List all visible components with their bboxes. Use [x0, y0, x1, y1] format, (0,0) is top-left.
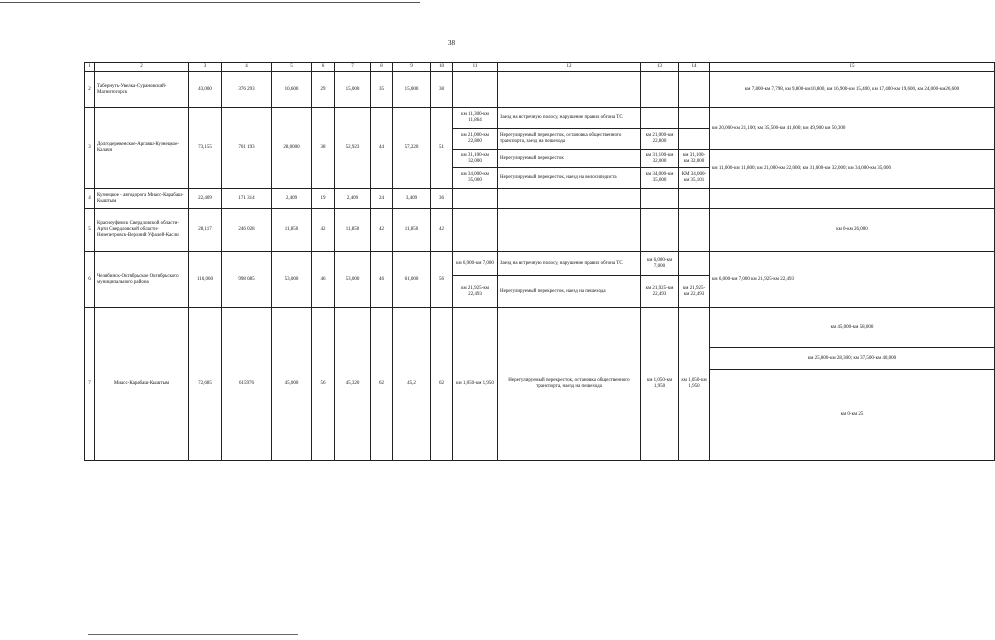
cell-value: 116,060	[189, 252, 222, 308]
row-number: 7	[85, 308, 95, 461]
km-range: км 31,100-км 32,000	[453, 150, 498, 168]
cell-value: 19	[312, 189, 335, 209]
accident-cause: Заезд на встречную полосу, нарушение правил обгона ТС	[498, 108, 641, 129]
cell-value: 43,000	[189, 72, 222, 108]
cell-value	[710, 189, 995, 209]
km-list: км 6,000-км 7,000 км 21,925-км 22,493	[710, 252, 995, 308]
cell-value: 376 293	[222, 72, 272, 108]
cell-value	[679, 189, 710, 209]
road-accident-table	[84, 62, 995, 461]
cell-value: 73,155	[189, 108, 222, 189]
cell-value: 11,850	[393, 209, 431, 252]
km-range: км 1,050-км 1,950	[641, 308, 679, 461]
road-name: Красноуфимск Свердловской области-Арти Свердловской области-Нязепетровск-Верхний Уфалей-Касли	[95, 209, 189, 252]
cell-value	[453, 189, 498, 209]
cell-value	[453, 72, 498, 108]
accident-cause: Нерегулируемый перекресток	[498, 150, 641, 168]
cell-value: 15,000	[335, 72, 371, 108]
cell-value	[453, 209, 498, 252]
cell-value: 62	[431, 308, 453, 461]
km-list: км 0-км 25	[710, 370, 995, 461]
header-cell: 8	[371, 63, 393, 72]
cell-value: 42	[431, 209, 453, 252]
km-range: км 11,300-км 11,864	[453, 108, 498, 129]
cell-value: 11,850	[272, 209, 312, 252]
km-range: км 6,900-км 7,000	[453, 252, 498, 276]
km-range: км 21,925-км 22,493	[679, 276, 710, 308]
cell-value	[679, 72, 710, 108]
cell-value: 53,000	[272, 252, 312, 308]
km-range: км 34,000-км 35,000	[453, 168, 498, 189]
cell-value	[641, 72, 679, 108]
header-cell: 2	[95, 63, 189, 72]
km-range: км 21,925-км 22,493	[453, 276, 498, 308]
accident-cause: Нерегулируемый перекресток, остановка общественного транспорта, заезд на пешехода	[498, 129, 641, 150]
cell-value: 57,220	[393, 108, 431, 189]
header-cell: 14	[679, 63, 710, 72]
table-row	[85, 72, 995, 108]
cell-value: 45,2	[393, 308, 431, 461]
cell-value: 46	[312, 252, 335, 308]
km-list: км 20,000-км 21,100; км 35,500-км 41,600; км 49,900 км 50,300	[710, 108, 995, 150]
cell-value	[498, 209, 641, 252]
table-row	[85, 189, 995, 209]
header-cell: 10	[431, 63, 453, 72]
road-name: Челябинск-Октябрьское Октябрьского муниципального района	[95, 252, 189, 308]
header-cell: 1	[85, 63, 95, 72]
cell-value	[641, 209, 679, 252]
cell-value: 15,000	[393, 72, 431, 108]
km-range: км 34,000-км 35,000	[641, 168, 679, 189]
cell-value: 42	[371, 209, 393, 252]
cell-value: 56	[312, 308, 335, 461]
km-range: км 1,050-км 1,950	[679, 308, 710, 461]
cell-value	[641, 189, 679, 209]
cell-value: 72,685	[189, 308, 222, 461]
road-name: Кузнецкое - автодорога Миасс-Карабаш-Кыштым	[95, 189, 189, 209]
cell-value: 701 193	[222, 108, 272, 189]
page-number: 38	[448, 39, 455, 47]
cell-value	[498, 72, 641, 108]
cell-value: 45,320	[335, 308, 371, 461]
accident-cause: Заезд на встречную полосу, нарушение правил обгона ТС	[498, 252, 641, 276]
header-cell: 5	[272, 63, 312, 72]
cell-value	[679, 209, 710, 252]
cell-value: 36	[431, 189, 453, 209]
km-list: км 0-км 26,000	[710, 209, 995, 252]
header-cell: 7	[335, 63, 371, 72]
table-row	[85, 252, 995, 276]
cell-value: 171 314	[222, 189, 272, 209]
cell-value: 28,0000	[272, 108, 312, 189]
cell-value: 38	[312, 108, 335, 189]
header-cell: 13	[641, 63, 679, 72]
column-number-row	[85, 63, 995, 72]
table-row	[85, 209, 995, 252]
header-cell: 11	[453, 63, 498, 72]
cell-value: 28,117	[189, 209, 222, 252]
accident-cause: Нерегулируемый перекресток, остановка общественного транспорта, наезд на пешехода	[498, 308, 641, 461]
cell-value: 2,409	[272, 189, 312, 209]
cell-value: 3,409	[393, 189, 431, 209]
km-range: км 31,100-км 32,000	[641, 150, 679, 168]
cell-value: 29	[312, 72, 335, 108]
cell-value: 45,000	[272, 308, 312, 461]
cell-value: 11,850	[335, 209, 371, 252]
km-range: км 31,100-км 32,000	[679, 150, 710, 168]
cell-value: 56	[431, 252, 453, 308]
km-range: км 21,925-км 22,493	[641, 276, 679, 308]
cell-value: 61,000	[393, 252, 431, 308]
road-name: Долгодеревенское-Аргаяш-Кузнецкое-Калачи	[95, 108, 189, 189]
cell-value: 51	[431, 108, 453, 189]
km-range	[641, 108, 679, 129]
road-name: Табернуть-Увелка-Сурановский-Магнитогорск	[95, 72, 189, 108]
cell-value: км 7,800-км 7,798, км 9,800-км10,800, км 16,900-км 15,400, км 17,400-км 19,600, км 24,000-км26,600	[710, 72, 995, 108]
bottom-rule	[88, 634, 298, 635]
cell-value: 62	[371, 308, 393, 461]
accident-cause: Нерегулируемый перекресток, наезд на пешехода	[498, 276, 641, 308]
row-number: 3	[85, 108, 95, 189]
cell-value: 52,923	[335, 108, 371, 189]
km-range: км 6,000-км 7,000	[641, 252, 679, 276]
cell-value: 44	[371, 108, 393, 189]
km-list: км 11,000-км 11,800; км 21,000-км 22,000; км 31,000-км 32,000; км 34,000-км 35,000	[710, 150, 995, 189]
cell-value: 10,600	[272, 72, 312, 108]
km-range: км 21,000-км 22,800	[453, 129, 498, 150]
cell-value: 24	[371, 189, 393, 209]
cell-value: 53,000	[335, 252, 371, 308]
cell-value: 42	[312, 209, 335, 252]
row-number: 2	[85, 72, 95, 108]
km-range: КМ 34,000-км 35,101	[679, 168, 710, 189]
km-range: км 1,050-км 1,950	[453, 308, 498, 461]
header-cell: 3	[189, 63, 222, 72]
table-row	[85, 108, 995, 129]
km-range: км 21,000-км 22,800	[641, 129, 679, 150]
road-name: Миасс-Карабаш-Кыштым	[95, 308, 189, 461]
km-range	[679, 108, 710, 129]
row-number: 4	[85, 189, 95, 209]
header-cell: 15	[710, 63, 995, 72]
header-cell: 6	[312, 63, 335, 72]
km-range	[679, 252, 710, 276]
cell-value: 2,409	[335, 189, 371, 209]
cell-value: 46	[371, 252, 393, 308]
cell-value: 38	[431, 72, 453, 108]
km-list: км 25,800-км 28,300; км 37,500-км 40,000	[710, 348, 995, 370]
km-range	[679, 129, 710, 150]
header-cell: 9	[393, 63, 431, 72]
cell-value: 615976	[222, 308, 272, 461]
cell-value: 998 085	[222, 252, 272, 308]
header-cell: 4	[222, 63, 272, 72]
row-number: 6	[85, 252, 95, 308]
cell-value	[498, 189, 641, 209]
row-number: 5	[85, 209, 95, 252]
accident-cause: Нерегулируемый перекресток, наезд на велосипедиста	[498, 168, 641, 189]
cell-value: 246 028	[222, 209, 272, 252]
cell-value: 35	[371, 72, 393, 108]
top-rule	[0, 2, 420, 3]
cell-value: 22,409	[189, 189, 222, 209]
table-row	[85, 308, 995, 348]
header-cell: 12	[498, 63, 641, 72]
km-list: км 45,000-км 58,000	[710, 308, 995, 348]
